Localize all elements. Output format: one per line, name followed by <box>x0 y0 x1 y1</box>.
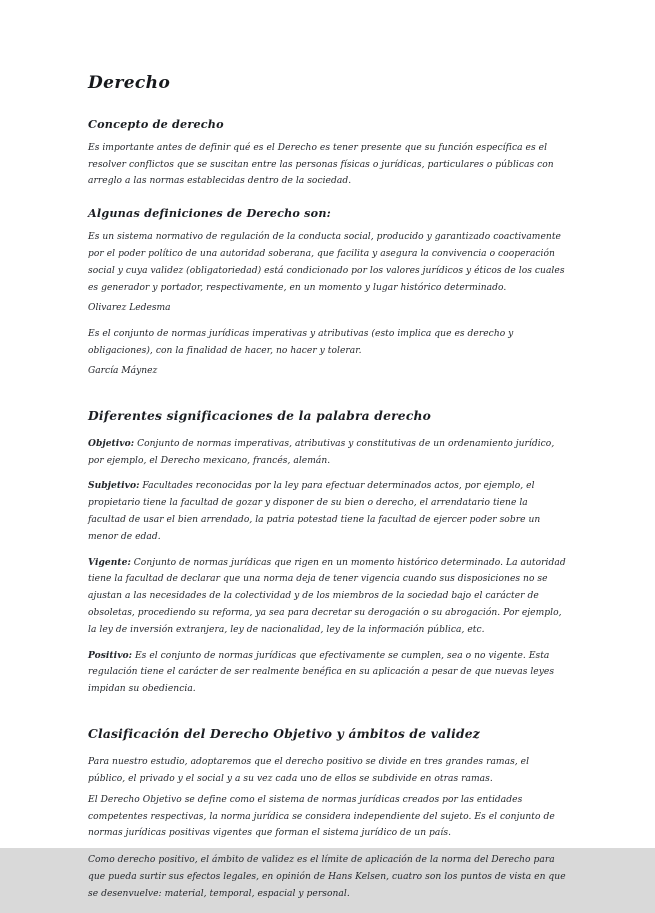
paragraph-concepto-1: Es importante antes de definir qué es el Derecho es tener presente que su función específica es el resolver conflictos que se suscitan entre las personas físicas o jurídicas, particulares o públicas con arreglo a las normas establecidas dentro de la sociedad. <box>88 142 554 187</box>
paragraph-clasificacion-1: Para nuestro estudio, adoptaremos que el derecho positivo se divide en tres grandes ramas, el público, el privado y el social y a su vez cada uno de ellos se subdivide en otras ramas. <box>88 757 530 784</box>
section-heading-clasificacion: Clasificación del Derecho Objetivo y ámbitos de validez <box>88 726 480 742</box>
page-title: Derecho <box>88 73 171 93</box>
section-heading-significaciones: Diferentes significaciones de la palabra derecho <box>88 407 432 423</box>
section-heading-definiciones: Algunas definiciones de Derecho son: <box>88 206 332 221</box>
definition-text-positivo: Es el conjunto de normas jurídicas que efectivamente se cumplen, sea o no vigente. Esta regulación tiene el carácter de ser realmente benéfica en su aplicación a pesar de que nuevas leyes impidan su obediencia. <box>88 650 555 695</box>
paragraph-definicion-garcia: Es el conjunto de normas jurídicas imperativas y atributivas (esto implica que es derecho y obligaciones), con la finalidad de hacer, no hacer y tolerar. <box>88 328 514 356</box>
definition-term-objetivo: Objetivo: <box>88 437 135 449</box>
definition-objetivo <box>88 436 568 470</box>
paragraph-clasificacion-3: Como derecho positivo, el ámbito de validez es el límite de aplicación de la norma del Derecho para que pueda surtir sus efectos legales, en opinión de Hans Kelsen, cuatro son los puntos de vista en que se desenvuelve: material, temporal, espacial y personal. <box>88 855 566 899</box>
attribution-olivarez: Olivarez Ledesma <box>88 303 171 314</box>
definition-term-vigente: Vigente: <box>88 556 131 568</box>
paragraph-definicion-olivarez: Es un sistema normativo de regulación de la conducta social, producido y garantizado coactivamente por el poder político de una autoridad soberana, que facilita y asegura la convivencia o cooperación social y cuya validez (obligatoriedad) está condicionado por los valores jurídicos y éticos de los cuales es generador y portador, respectivamente, en un momento y lugar histórico determinado. <box>88 232 565 293</box>
document-body <box>88 74 568 913</box>
definition-text-subjetivo: Facultades reconocidas por la ley para efectuar determinados actos, por ejemplo, el propietario tiene la facultad de gozar y disponer de su bien o derecho, el arrendatario tiene la facultad de usar el bien arrendado, la patria potestad tiene la facultad de ejercer poder sobre un menor de edad. <box>88 481 541 542</box>
definition-term-positivo: Positivo: <box>88 649 133 661</box>
definition-positivo <box>88 648 568 698</box>
paragraph-clasificacion-2: El Derecho Objetivo se define como el sistema de normas jurídicas creados por las entidades competentes respectivas, la norma jurídica se considera independiente del sujeto. Es el conjunto de normas jurídicas positivas vigentes que forman el sistema jurídico de un país. <box>88 794 555 839</box>
definition-term-subjetivo: Subjetivo: <box>88 480 140 492</box>
attribution-garcia: García Máynez <box>88 366 158 377</box>
definition-list <box>88 436 568 698</box>
definition-text-vigente: Conjunto de normas jurídicas que rigen en un momento histórico determinado. La autoridad tiene la facultad de declarar que una norma deja de tener vigencia cuando sus disposiciones no se ajustan a las necesidades de la colectividad y de los miembros de la sociedad bajo el carácter de obsoletas, procediendo su reforma, ya sea para decretar su derogación o su abrogación. Por ejemplo, la ley de inversión extranjera, ley de nacionalidad, ley de la información pública, etc. <box>88 557 566 635</box>
definition-text-objetivo: Conjunto de normas imperativas, atributivas y constitutivas de un ordenamiento jurídico, por ejemplo, el Derecho mexicano, francés, alemán. <box>88 438 555 466</box>
definition-vigente <box>88 555 568 639</box>
section-heading-concepto: Concepto de derecho <box>88 116 224 131</box>
definition-subjetivo <box>88 478 568 545</box>
